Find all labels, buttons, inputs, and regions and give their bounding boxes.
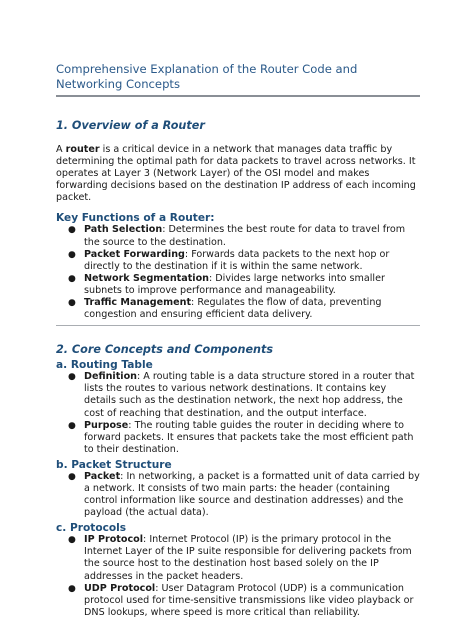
list-item: ● UDP Protocol: User Datagram Protocol (UDP) is a communication protocol used for time-sensitive transmissions like video playback or DNS lookups, where speed is more critical than reliability. bbox=[68, 582, 414, 618]
bullet-icon: ● bbox=[68, 471, 76, 482]
bullet-icon: ● bbox=[68, 372, 76, 383]
list-item: ● Network Segmentation: Divides large networks into smaller subnets to improve performance and manageability. bbox=[68, 272, 385, 296]
document-body bbox=[56, 62, 420, 619]
packet-structure-list bbox=[56, 471, 420, 519]
bullet-icon: ● bbox=[68, 273, 76, 284]
bullet-icon: ● bbox=[68, 298, 76, 309]
bullet-icon: ● bbox=[68, 249, 76, 260]
bullet-icon: ● bbox=[68, 225, 76, 236]
list-item: ● Packet: In networking, a packet is a formatted unit of data carried by a network. It consists of two main parts: the header (containing control information like source and destination addresses) and the payload (the actual data). bbox=[68, 470, 420, 519]
list-item: ● Path Selection: Determines the best route for data to travel from the source to the destination. bbox=[68, 224, 406, 248]
bullet-icon: ● bbox=[68, 420, 76, 431]
list-item: ● Definition: A routing table is a data structure stored in a router that lists the routes to various network destinations. It contains key details such as the destination network, the next hop address, the cost of reaching that destination, and the output interface. bbox=[68, 371, 415, 419]
document-title: Comprehensive Explanation of the Router Code and Networking Concepts bbox=[56, 62, 358, 91]
protocols-heading: c. Protocols bbox=[56, 522, 127, 535]
bullet-icon: ● bbox=[68, 583, 76, 594]
list-item: ● Traffic Management: Regulates the flow of data, preventing congestion and ensuring efficient data delivery. bbox=[68, 297, 382, 321]
routing-table-heading: a. Routing Table bbox=[56, 359, 153, 372]
routing-table-list bbox=[56, 371, 420, 456]
key-functions-list bbox=[56, 224, 420, 321]
router-intro-paragraph: A router is a critical device in a network that manages data traffic by determining the optimal path for data packets to travel across networks. It operates at Layer 3 (Network Layer) of the OSI model and makes forwarding decisions based on the destination IP address of each incoming packet. bbox=[56, 144, 416, 204]
protocols-list bbox=[56, 534, 420, 619]
list-item: ● IP Protocol: Internet Protocol (IP) is the primary protocol in the Internet Layer of the IP suite responsible for delivering packets from the source host to the destination host based solely on the IP addresses in the packet headers. bbox=[68, 534, 412, 582]
section-2-heading: 2. Core Concepts and Components bbox=[56, 343, 274, 357]
list-item: ● Packet Forwarding: Forwards data packets to the next hop or directly to the destination if it is within the same network. bbox=[68, 248, 390, 272]
bullet-icon: ● bbox=[68, 535, 76, 546]
packet-structure-heading: b. Packet Structure bbox=[56, 458, 172, 471]
router-term: router bbox=[65, 144, 100, 155]
section-1-heading: 1. Overview of a Router bbox=[56, 119, 205, 132]
list-item: ● Purpose: The routing table guides the router in deciding where to forward packets. It ensures that packets take the most efficient path to their destination. bbox=[68, 419, 414, 455]
key-functions-heading: Key Functions of a Router: bbox=[56, 212, 215, 225]
